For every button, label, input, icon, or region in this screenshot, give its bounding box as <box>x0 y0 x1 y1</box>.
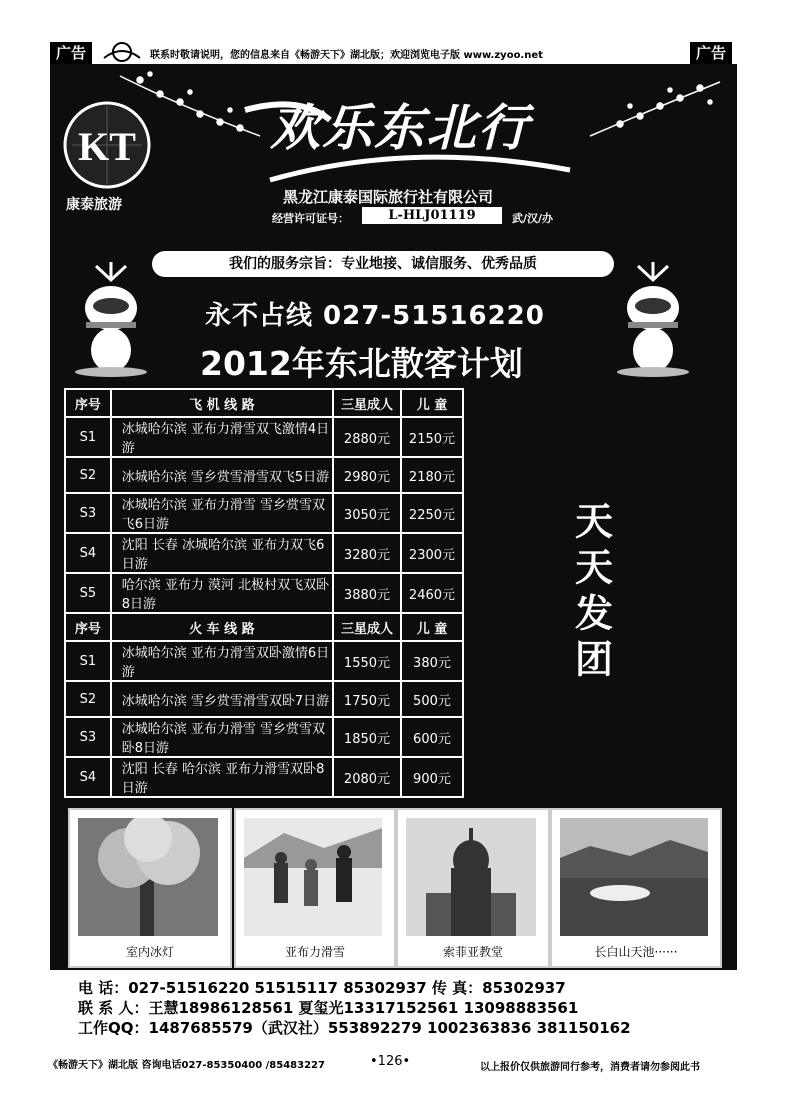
row-no: S4 <box>65 533 111 573</box>
row-adult-price: 3050元 <box>333 493 401 533</box>
table-header-row <box>65 389 716 417</box>
header-child-price: 儿 童 <box>401 613 463 641</box>
kangtai-logo-name: 康泰旅游 <box>66 197 122 213</box>
ad-tag-right: 广告 <box>690 42 732 64</box>
brand-title: 欢乐东北行 <box>270 98 530 157</box>
row-child-price: 380元 <box>401 641 463 681</box>
svg-text:KT: KT <box>78 124 136 169</box>
footer-disclaimer: 以上报价仅供旅游同行参考，消费者请勿参阅此书 <box>480 1062 700 1073</box>
row-child-price: 2150元 <box>401 417 463 457</box>
photo-caption: 索菲亚教堂 <box>442 945 503 959</box>
header-no: 序号 <box>65 613 111 641</box>
header-train-route: 火 车 线 路 <box>111 613 333 641</box>
row-route: 冰城哈尔滨 亚布力滑雪双飞激情4日游 <box>111 417 333 457</box>
header-adult-price: 三星成人 <box>333 389 401 417</box>
photo-sofia-church <box>396 808 550 968</box>
row-no: S4 <box>65 757 111 797</box>
photo-tianchi-lake <box>550 808 722 968</box>
page-number: •126• <box>370 1054 411 1069</box>
photo-caption: 亚布力滑雪 <box>284 945 345 959</box>
row-no: S5 <box>65 573 111 613</box>
row-route: 沈阳 长春 哈尔滨 亚布力滑雪双卧8日游 <box>111 757 333 797</box>
kangtai-logo-icon <box>62 100 152 190</box>
row-adult-price: 2080元 <box>333 757 401 797</box>
row-child-price: 500元 <box>401 681 463 717</box>
license-number: L-HLJ01119 <box>362 207 502 224</box>
row-adult-price: 1850元 <box>333 717 401 757</box>
row-child-price: 2300元 <box>401 533 463 573</box>
skiing-image <box>244 818 382 936</box>
contact-people: 联 系 人：王慧18986128561 夏玺光13317152561 13098883561 <box>78 999 579 1017</box>
row-no: S1 <box>65 417 111 457</box>
contact-phone: 电 话：027-51516220 51515117 85302937 传 真：85302937 <box>78 979 566 997</box>
row-adult-price: 3880元 <box>333 573 401 613</box>
row-child-price: 2250元 <box>401 493 463 533</box>
branch-decoration-icon <box>580 76 730 146</box>
magazine-notice: 联系时敬请说明，您的信息来自《畅游天下》湖北版；欢迎浏览电子版 www.zyoo.net <box>150 50 543 61</box>
row-route: 冰城哈尔滨 亚布力滑雪 雪乡赏雪双飞6日游 <box>111 493 333 533</box>
photo-caption: 室内冰灯 <box>125 945 174 959</box>
church-image <box>406 818 536 936</box>
row-route: 冰城哈尔滨 雪乡赏雪滑雪双飞5日游 <box>111 457 333 493</box>
row-child-price: 600元 <box>401 717 463 757</box>
company-name: 黑龙江康泰国际旅行社有限公司 <box>283 188 494 206</box>
row-child-price: 2180元 <box>401 457 463 493</box>
row-adult-price: 1550元 <box>333 641 401 681</box>
row-no: S1 <box>65 641 111 681</box>
license-label: 经营许可证号： <box>272 212 349 225</box>
contact-qq: 工作QQ：1487685579（武汉社）553892279 1002363836 381150162 <box>78 1019 631 1037</box>
row-adult-price: 1750元 <box>333 681 401 717</box>
snow-mascot-icon <box>66 258 156 378</box>
photo-caption: 长白山天池······ <box>594 945 678 959</box>
row-adult-price: 2880元 <box>333 417 401 457</box>
plan-title: 2012年东北散客计划 <box>200 344 523 383</box>
row-child-price: 2460元 <box>401 573 463 613</box>
lake-image <box>560 818 708 936</box>
row-no: S3 <box>65 493 111 533</box>
license-suffix: 武/汉/办 <box>512 212 554 225</box>
ad-tag-left: 广告 <box>50 42 92 64</box>
row-adult-price: 3280元 <box>333 533 401 573</box>
footer-magazine-info: 《畅游天下》湖北版 咨询电话027-85350400 /85483227 <box>48 1060 325 1071</box>
row-route: 哈尔滨 亚布力 漠河 北极村双飞双卧8日游 <box>111 573 333 613</box>
row-route: 冰城哈尔滨 亚布力滑雪双卧激情6日游 <box>111 641 333 681</box>
snow-mascot-icon <box>608 258 698 378</box>
row-no: S2 <box>65 457 111 493</box>
contact-info <box>78 978 631 1038</box>
row-no: S3 <box>65 717 111 757</box>
row-route: 沈阳 长春 冰城哈尔滨 亚布力双飞6日游 <box>111 533 333 573</box>
service-tagline: 我们的服务宗旨：专业地接、诚信服务、优秀品质 <box>152 251 614 277</box>
magazine-logo-icon <box>100 40 144 64</box>
row-route: 冰城哈尔滨 亚布力滑雪 雪乡赏雪双卧8日游 <box>111 717 333 757</box>
row-child-price: 900元 <box>401 757 463 797</box>
header-no: 序号 <box>65 389 111 417</box>
daily-departure: 天天发团 <box>568 501 613 685</box>
photo-ice-lantern <box>68 808 232 968</box>
header-child-price: 儿 童 <box>401 389 463 417</box>
header-flight-route: 飞 机 线 路 <box>111 389 333 417</box>
photo-yabuli-ski <box>234 808 396 968</box>
row-adult-price: 2980元 <box>333 457 401 493</box>
hotline: 永不占线 027-51516220 <box>205 301 545 331</box>
row-route: 冰城哈尔滨 雪乡赏雪滑雪双卧7日游 <box>111 681 333 717</box>
header-adult-price: 三星成人 <box>333 613 401 641</box>
route-price-table <box>64 388 716 798</box>
row-no: S2 <box>65 681 111 717</box>
ice-lantern-image <box>78 818 218 936</box>
